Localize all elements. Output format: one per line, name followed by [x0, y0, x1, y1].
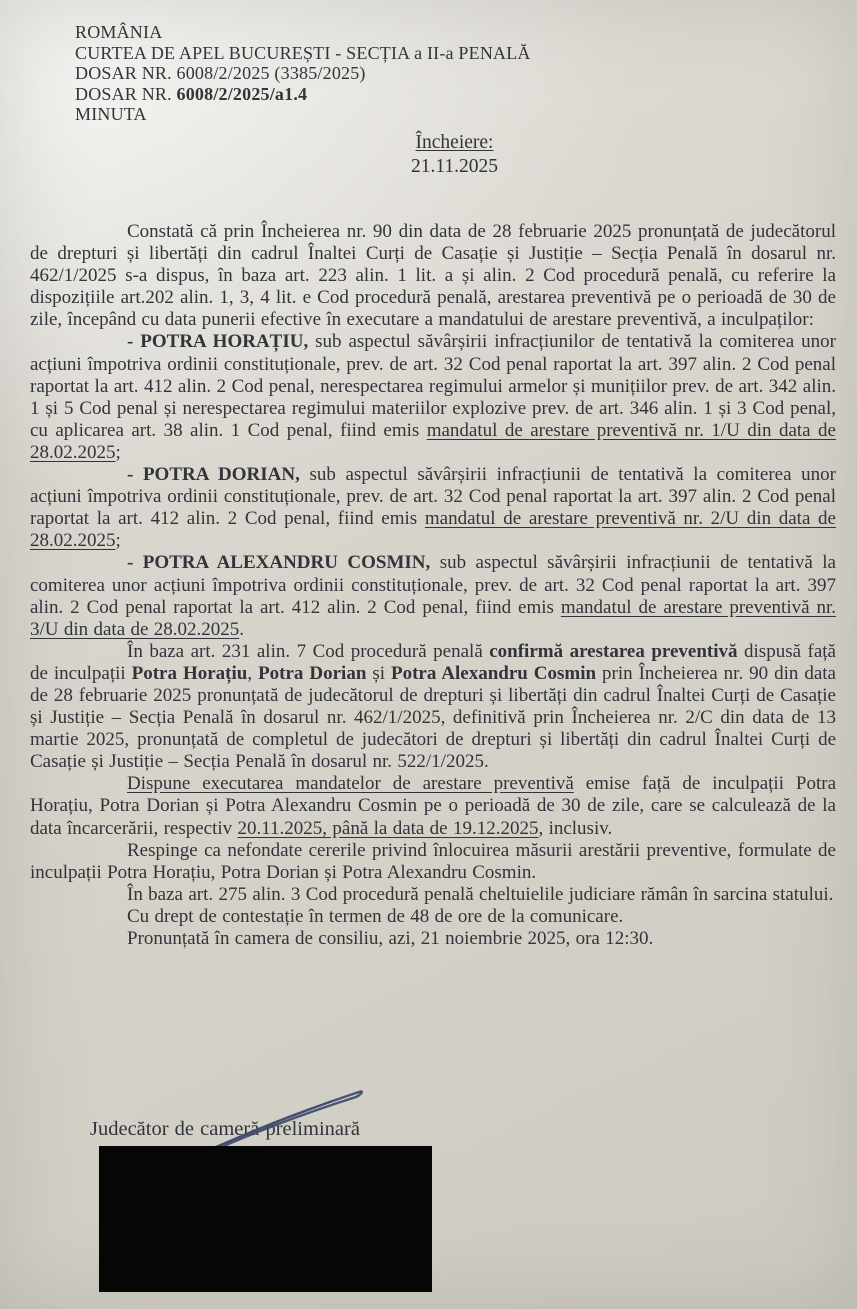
- paragraph: [30, 928, 836, 950]
- text-segment: 20.11.2025, până la data de 19.12.2025: [237, 817, 539, 839]
- document-header: [75, 22, 531, 125]
- text-segment: MINUTA: [75, 104, 147, 125]
- text-segment: ;: [115, 530, 121, 552]
- text-segment: sub aspectul săvârșirii infracțiunii de tentativă la comiterea unor acțiuni împotriva ordinii constituționale, prev. de art. 32 Cod penal raportat la art. 397 alin. 2 Cod penal raportat la art. 412 alin. 2 Cod penal, fiind emis: [30, 552, 836, 618]
- text-segment: DOSAR NR. 6008/2/2025 (3385/2025): [75, 63, 366, 84]
- text-segment: Pronunțată în camera de consiliu, azi, 21 noiembrie 2025, ora 12:30.: [127, 928, 654, 949]
- document-title: [26, 131, 857, 178]
- redaction-box: [99, 1146, 432, 1292]
- text-segment: Dispune executarea mandatelor de arestare preventivă: [127, 773, 574, 795]
- text-segment: Cu drept de contestație în termen de 48 de ore de la comunicare.: [127, 905, 624, 927]
- text-segment: dispusă față de inculpații: [30, 640, 836, 684]
- text-segment: Potra Horațiu: [131, 662, 248, 684]
- text-segment: mandatul de arestare preventivă nr. 1/U din data de 28.02.2025: [30, 419, 836, 463]
- text-segment: - POTRA DORIAN,: [127, 464, 300, 486]
- paragraph: [30, 221, 836, 331]
- title-date: 21.11.2025: [410, 155, 499, 177]
- text-segment: mandatul de arestare preventivă nr. 3/U din data de 28.02.2025: [30, 596, 836, 640]
- document-body: [30, 221, 836, 950]
- header-line: [75, 43, 531, 64]
- paragraph: [30, 552, 836, 640]
- paragraph: [30, 773, 836, 839]
- text-segment: și: [366, 662, 391, 684]
- text-segment: .: [239, 618, 245, 640]
- text-segment: - POTRA ALEXANDRU COSMIN,: [127, 552, 431, 574]
- text-segment: confirmă arestarea preventivă: [489, 640, 738, 662]
- text-segment: DOSAR NR.: [75, 83, 177, 104]
- text-segment: Potra Dorian: [258, 662, 367, 684]
- text-segment: sub aspectul săvârșirii infracțiunii de tentativă la comiterea unor acțiuni împotriva ordinii constituționale, prev. de art. 32 Cod penal raportat la art. 397 alin. 2 Cod penal raportat la art. 412 alin. 2 Cod penal, fiind emis: [30, 464, 836, 530]
- header-line: [75, 63, 531, 84]
- text-segment: , inclusiv.: [538, 817, 613, 839]
- text-segment: În baza art. 275 alin. 3 Cod procedură penală cheltuielile judiciare rămân în sarcina statului.: [127, 883, 834, 905]
- text-segment: În baza art. 231 alin. 7 Cod procedură penală: [127, 640, 490, 662]
- text-segment: - POTRA HORAȚIU,: [127, 331, 309, 353]
- text-segment: sub aspectul săvârșirii infracțiunilor de tentativă la comiterea unor acțiuni împotriva ordinii constituționale, prev. de art. 32 Cod penal raportat la art. 397 alin. 2 Cod penal raportat la art. 412 alin. 2 Cod penal, nerespectarea regimului armelor și munițiilor prev. de art. 342 alin. 1 și 5 Cod penal și nerespectarea regimului materiilor explozive prev. de art. 346 alin. 1 și 3 Cod penal, cu aplicarea art. 38 alin. 1 Cod penal, fiind emis: [30, 331, 836, 441]
- header-line: [75, 22, 531, 43]
- header-line: [75, 84, 531, 105]
- header-line: [75, 104, 531, 125]
- text-segment: ,: [247, 662, 259, 684]
- text-segment: emise față de inculpații Potra Horațiu, Potra Dorian și Potra Alexandru Cosmin pe o perioadă de 30 de zile, care se calculează de la data încarcerării, respectiv: [30, 773, 837, 839]
- paragraph: [30, 641, 836, 774]
- paragraph: [30, 906, 836, 928]
- text-segment: CURTEA DE APEL BUCUREȘTI - SECȚIA a II-a PENALĂ: [75, 42, 531, 63]
- text-segment: Constată că prin Încheierea nr. 90 din data de 28 februarie 2025 pronunțată de judecătorul de drepturi și libertăți din cadrul Înaltei Curți de Casație și Justiție – Secția Penală în dosarul nr. 462/1/2025 s-a dispus, în baza art. 223 alin. 1 lit. a și alin. 2 Cod procedură penală, cu referire la dispozițiile art.202 alin. 1, 3, 4 lit. e Cod procedură penală, arestarea preventivă pe o perioadă de 30 de zile, începând cu data punerii efective în executare a mandatului de arestare preventivă, a inculpaților:: [30, 221, 836, 331]
- text-segment: Potra Alexandru Cosmin: [390, 662, 597, 684]
- text-segment: ROMÂNIA: [75, 22, 163, 42]
- signature-label: Judecător de cameră preliminară: [90, 1118, 360, 1140]
- paragraph: [30, 331, 836, 464]
- text-segment: ;: [115, 441, 121, 463]
- text-segment: prin Încheierea nr. 90 din data de 28 februarie 2025 pronunțată de judecătorul de drepturi și libertăți din cadrul Înaltei Curți de Casație și Justiție – Secția Penală în dosarul nr. 462/1/2025, definitivă prin Încheierea nr. 2/C din data de 13 martie 2025, pronunțată de completul de judecători de drepturi și libertăți din cadrul Înaltei Curți de Casație și Justiție – Secția Penală în dosarul nr. 522/1/2025.: [30, 662, 836, 773]
- paragraph: [30, 884, 836, 906]
- text-segment: 6008/2/2025/a1.4: [176, 83, 308, 104]
- title-heading: Încheiere:: [415, 132, 494, 153]
- paragraph: [30, 840, 836, 884]
- paragraph: [30, 464, 836, 552]
- text-segment: Respinge ca nefondate cererile privind înlocuirea măsurii arestării preventive, formulate de inculpații Potra Horațiu, Potra Dorian și Potra Alexandru Cosmin.: [30, 839, 836, 883]
- text-segment: mandatul de arestare preventivă nr. 2/U din data de 28.02.2025: [30, 508, 836, 552]
